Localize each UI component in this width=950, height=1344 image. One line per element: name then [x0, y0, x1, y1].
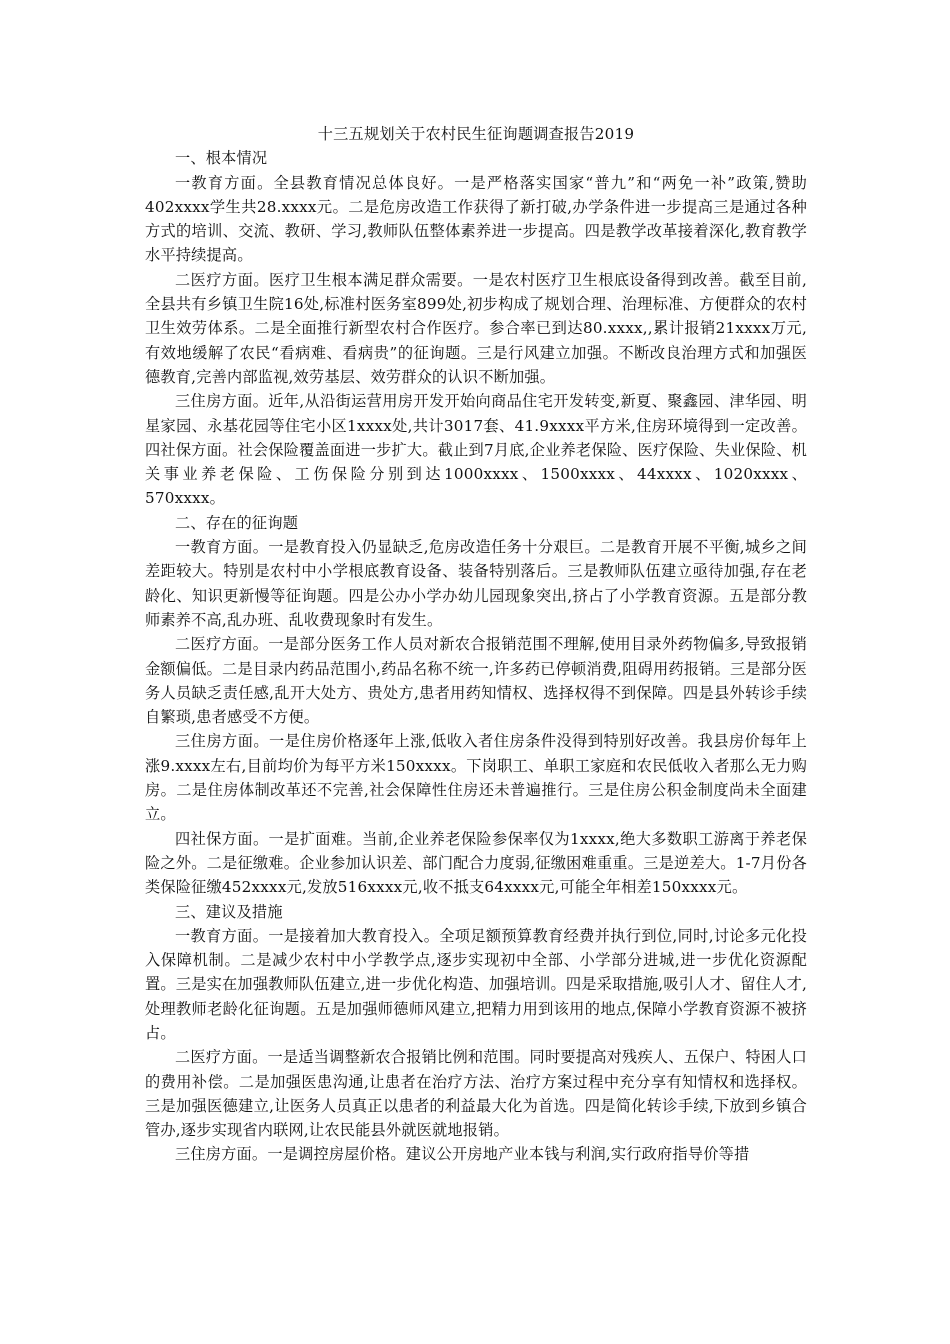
document-body [145, 122, 807, 1167]
paragraph: 二医疗方面。一是部分医务工作人员对新农合报销范围不理解,使用目录外药物偏多,导致报销金额偏低。二是目录内药品范围小,药品名称不统一,许多药已停顿消费,阻碍用药报销。三是部分医务人员缺乏责任感,乱开大处方、贵处方,患者用药知情权、选择权得不到保障。四是县外转诊手续自繁琐,患者感受不方便。 [145, 635, 807, 727]
section-heading-suggestions: 三、建议及措施 [175, 902, 283, 921]
document-title: 十三五规划关于农村民生征询题调查报告2019 [317, 125, 635, 143]
paragraph: 二医疗方面。医疗卫生根本满足群众需要。一是农村医疗卫生根底设备得到改善。截至目前,全县共有乡镇卫生院16处,标准村医务室899处,初步构成了规划合理、治理标准、方便群众的农村卫生效劳体系。二是全面推行新型农村合作医疗。参合率已到达80.xxxx,,累计报销21xxxx万元,有效地缓解了农民“看病难、看病贵”的征询题。三是行风建立加强。不断改良治理方式和加强医德教育,完善内部监视,效劳基层、效劳群众的认识不断加强。 [145, 270, 807, 386]
section-heading-problems: 二、存在的征询题 [175, 513, 299, 532]
paragraph: 二医疗方面。一是适当调整新农合报销比例和范围。同时要提高对残疾人、五保户、特困人口的费用补偿。二是加强医患沟通,让患者在治疗方法、治疗方案过程中充分享有知情权和选择权。三是加强医德建立,让医务人员真正以患者的利益最大化为首选。四是简化转诊手续,下放到乡镇合管办,逐步实现省内联网,让农民能县外就医就地报销。 [145, 1048, 807, 1140]
paragraph: 一教育方面。一是接着加大教育投入。全项足额预算教育经费并执行到位,同时,讨论多元化投入保障机制。二是减少农村中小学教学点,逐步实现初中全部、小学部分进城,进一步优化资源配置。三是实在加强教师队伍建立,进一步优化构造、加强培训。四是采取措施,吸引人才、留住人才,处理教师老龄化征询题。五是加强师德师风建立,把精力用到该用的地点,保障小学教育资源不被挤占。 [145, 926, 807, 1042]
paragraph: 三住房方面。近年,从沿街运营用房开发开始向商品住宅开发转变,新夏、聚鑫园、津华园、明星家园、永基花园等住宅小区1xxxx处,共计3017套、41.9xxxx平方米,住房环境得到一定改善。四社保方面。社会保险覆盖面进一步扩大。截止到7月底,企业养老保险、医疗保险、失业保险、机关事业养老保险、工伤保险分别到达1000xxxx、1500xxxx、44xxxx、1020xxxx、570xxxx。 [145, 392, 807, 508]
paragraph: 四社保方面。一是扩面难。当前,企业养老保险参保率仅为1xxxx,绝大多数职工游离于养老保险之外。二是征缴难。企业参加认识差、部门配合力度弱,征缴困难重重。三是逆差大。1-7月份各类保险征缴452xxxx元,发放516xxxx元,收不抵支64xxxx元,可能全年相差150xxxx元。 [145, 829, 807, 897]
section-heading-basic: 一、根本情况 [175, 149, 268, 168]
paragraph: 一教育方面。全县教育情况总体良好。一是严格落实国家“普九”和“两免一补”政策,赞助402xxxx学生共28.xxxx元。二是危房改造工作获得了新打破,办学条件进一步提高三是通过各种方式的培训、交流、教研、学习,教师队伍整体素养进一步提高。四是教学改革接着深化,教育教学水平持续提高。 [145, 173, 807, 265]
paragraph: 一教育方面。一是教育投入仍显缺乏,危房改造任务十分艰巨。二是教育开展不平衡,城乡之间差距较大。特别是农村中小学根底教育设备、装备特别落后。三是教师队伍建立亟待加强,存在老龄化、知识更新慢等征询题。四是公办小学办幼儿园现象突出,挤占了小学教育资源。五是部分教师素养不高,乱办班、乱收费现象时有发生。 [145, 538, 807, 629]
paragraph: 三住房方面。一是住房价格逐年上涨,低收入者住房条件没得到特别好改善。我县房价每年上涨9.xxxx左右,目前均价为每平方米150xxxx。下岗职工、单职工家庭和农民低收入者那么无力购房。二是住房体制改革还不完善,社会保障性住房还未普遍推行。三是住房公积金制度尚未全面建立。 [145, 732, 807, 824]
paragraph: 三住房方面。一是调控房屋价格。建议公开房地产业本钱与利润,实行政府指导价等措 [175, 1145, 750, 1164]
